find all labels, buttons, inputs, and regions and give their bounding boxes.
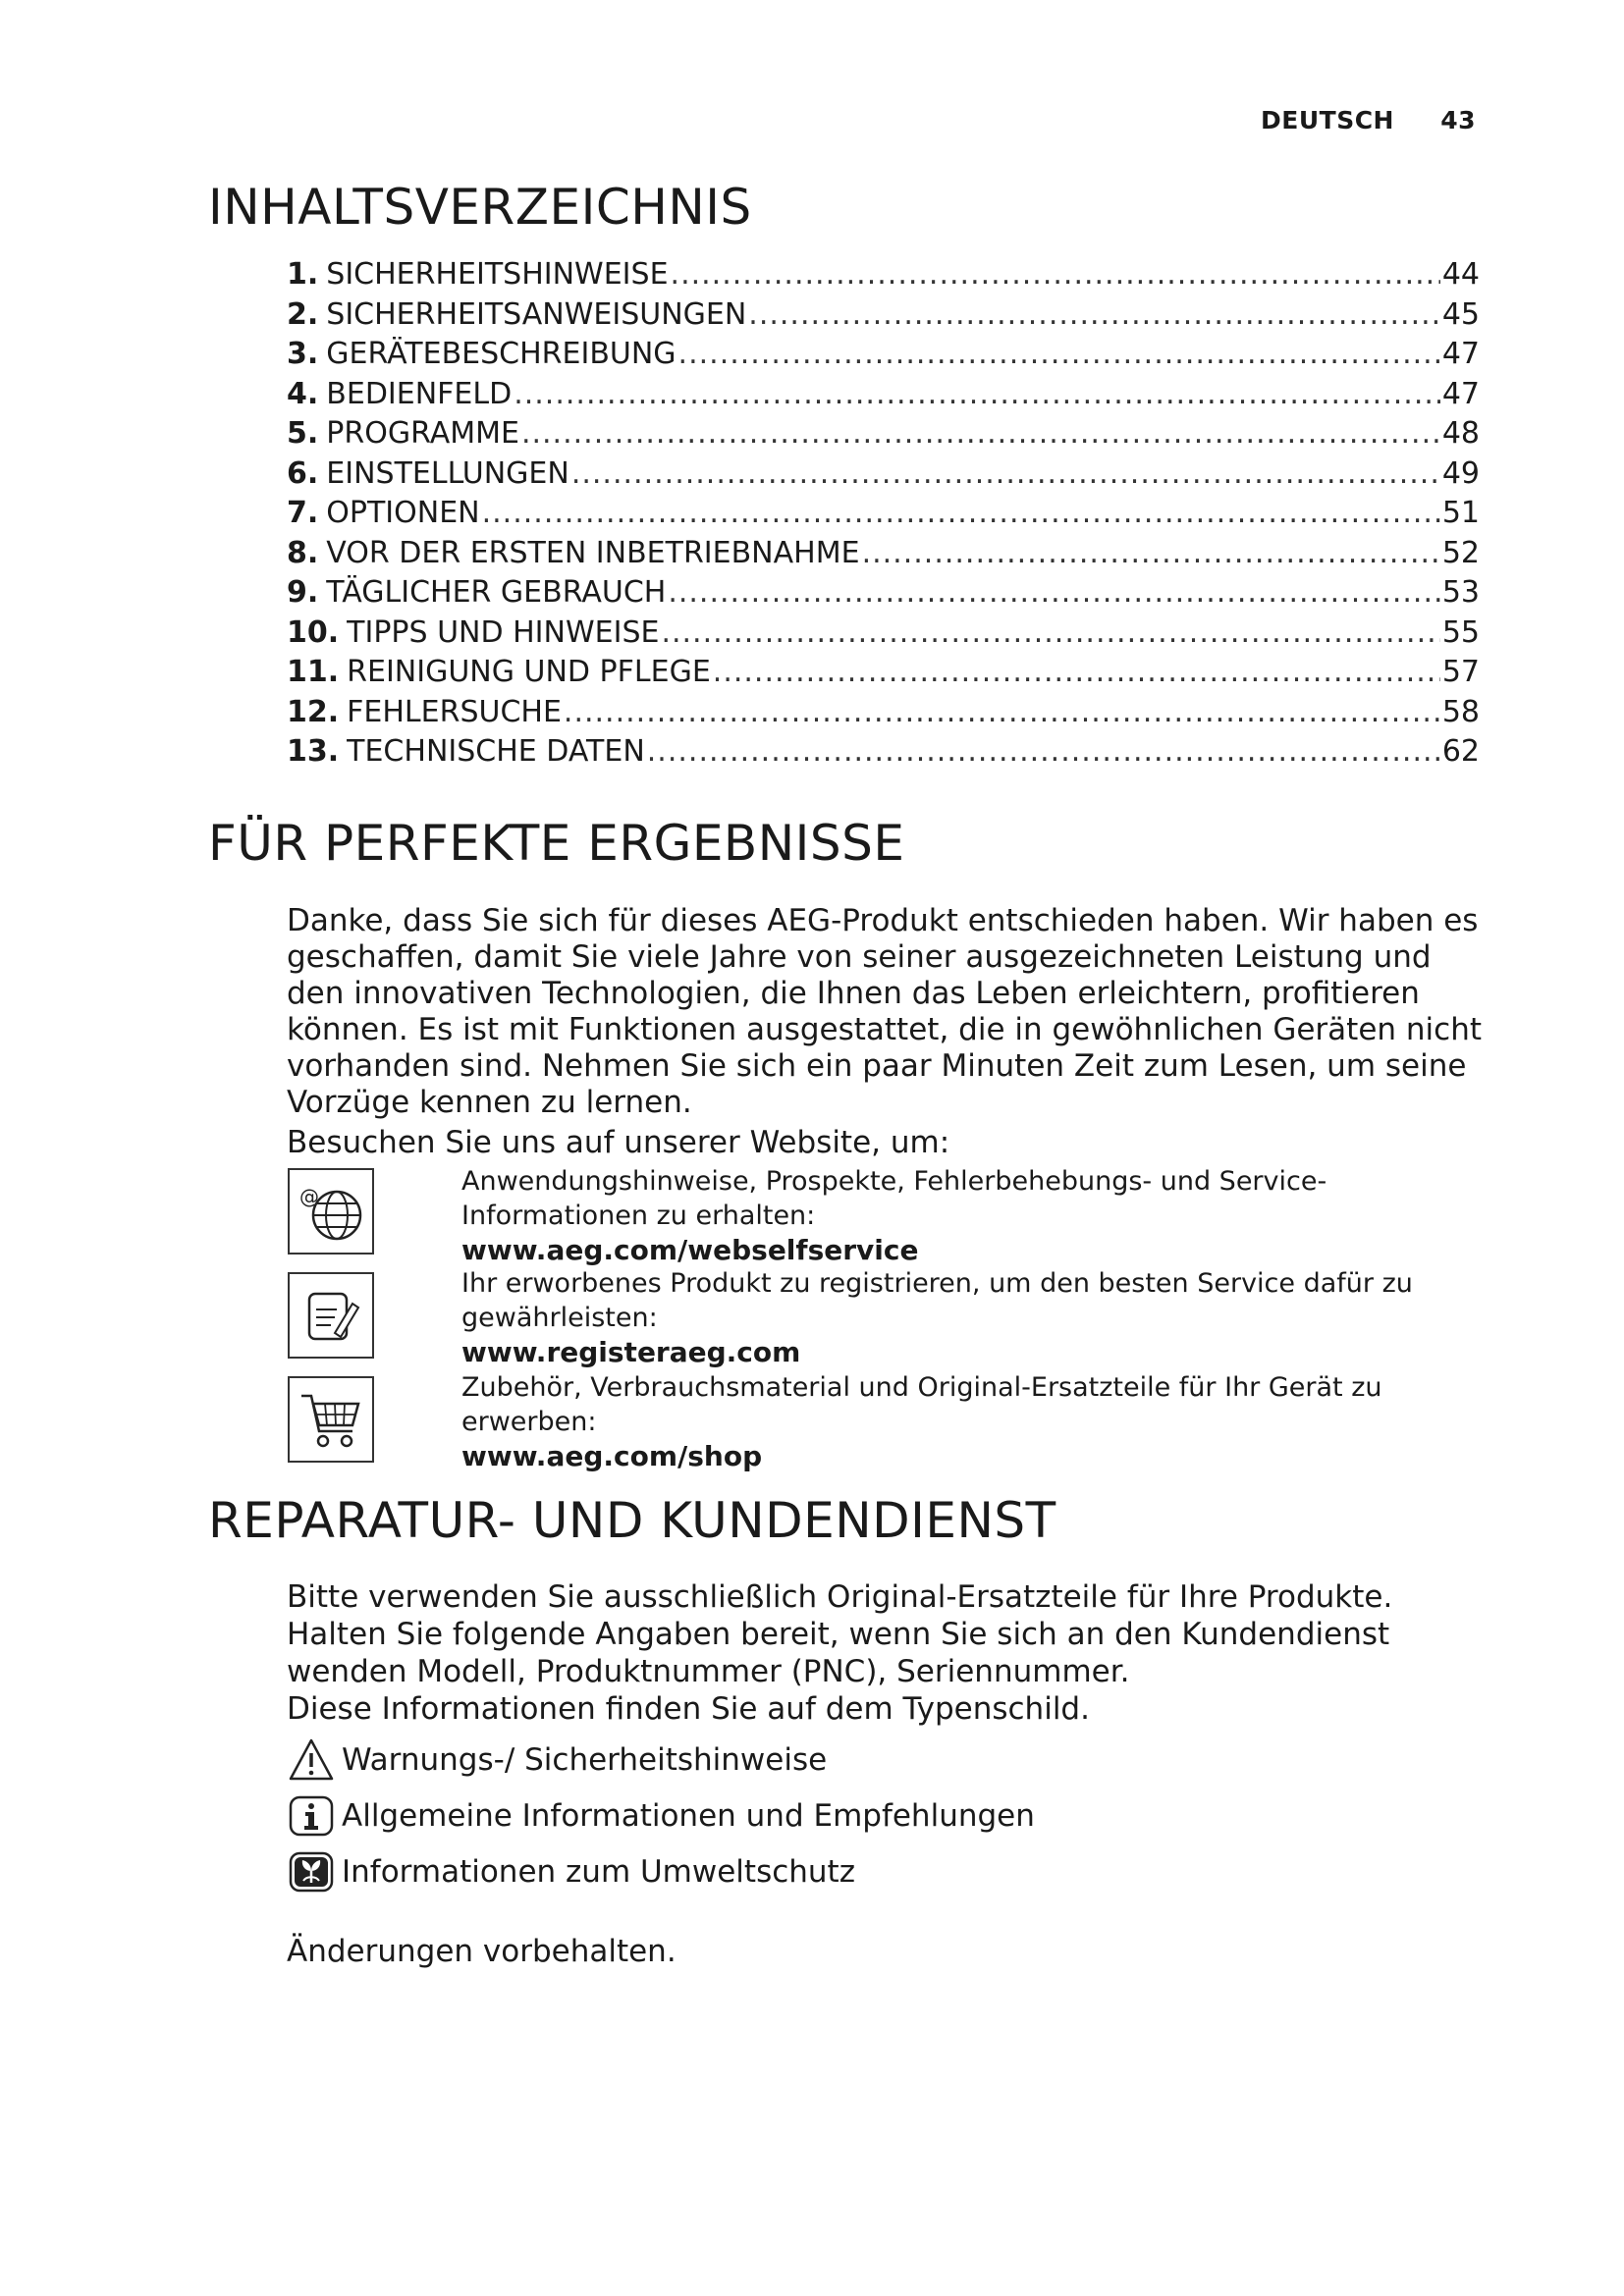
repair-line: Diese Informationen finden Sie auf dem Typenschild. xyxy=(287,1691,1090,1727)
toc-entry-number: 12. xyxy=(287,694,340,729)
toc-entry-title: SICHERHEITSHINWEISE xyxy=(326,257,669,292)
table-of-contents xyxy=(287,257,1480,774)
environment-icon xyxy=(287,1847,336,1896)
service-description: Anwendungshinweise, Prospekte, Fehlerbehebungs- und Service-Informationen zu erhalten: xyxy=(461,1166,1327,1231)
register-link[interactable]: www.registeraeg.com xyxy=(461,1336,801,1368)
toc-entry[interactable] xyxy=(287,695,1480,735)
service-item xyxy=(461,1266,1492,1369)
toc-leader-dots xyxy=(521,416,1440,451)
repair-line: Bitte verwenden Sie ausschließlich Original-Ersatzteile für Ihre Produkte. xyxy=(287,1579,1393,1615)
toc-leader-dots xyxy=(571,456,1440,491)
toc-entry-number: 4. xyxy=(287,376,319,411)
shop-link[interactable]: www.aeg.com/shop xyxy=(461,1440,763,1472)
service-description: Zubehör, Verbrauchsmaterial und Original-Ersatzteile für Ihr Gerät zu erwerben: xyxy=(461,1372,1382,1437)
toc-entry-title: TECHNISCHE DATEN xyxy=(347,734,645,769)
toc-leader-dots xyxy=(671,257,1440,292)
toc-entry-page: 45 xyxy=(1441,296,1480,332)
toc-entry[interactable] xyxy=(287,337,1480,377)
toc-leader-dots xyxy=(748,297,1440,332)
intro-paragraph: Danke, dass Sie sich für dieses AEG-Produkt entschieden haben. Wir haben es geschaffen, damit Sie viele Jahre von seiner ausgezeichneten Leistung und den innovativen Technologien, die Ihnen das Leben erleichtern, profitieren können. Es ist mit Funktionen ausgestattet, die in gewöhnlichen Geräten nicht vorhanden sind. Nehmen Sie sich ein paar Minuten Zeit zum Lesen, um seine Vorzüge kennen zu lernen. xyxy=(287,903,1483,1120)
toc-entry[interactable] xyxy=(287,257,1480,297)
toc-entry-number: 10. xyxy=(287,614,340,650)
toc-leader-dots xyxy=(668,575,1439,610)
toc-entry-page: 47 xyxy=(1441,376,1480,411)
toc-entry-number: 2. xyxy=(287,296,319,332)
service-item xyxy=(461,1164,1492,1267)
toc-entry-page: 53 xyxy=(1441,575,1480,610)
toc-entry[interactable] xyxy=(287,297,1480,338)
toc-leader-dots xyxy=(661,615,1439,650)
toc-entry-title: EINSTELLUNGEN xyxy=(326,455,569,491)
legend-item xyxy=(287,1847,855,1896)
toc-entry-title: REINIGUNG UND PFLEGE xyxy=(347,655,711,689)
toc-leader-dots xyxy=(514,377,1440,411)
legend-item xyxy=(287,1735,827,1785)
register-icon xyxy=(288,1272,374,1359)
toc-entry-page: 57 xyxy=(1441,655,1480,689)
toc-entry-page: 55 xyxy=(1441,614,1480,650)
toc-entry-number: 7. xyxy=(287,496,319,530)
toc-entry[interactable] xyxy=(287,655,1480,695)
toc-entry[interactable] xyxy=(287,615,1480,656)
toc-entry-number: 3. xyxy=(287,337,319,371)
info-icon xyxy=(287,1791,336,1841)
legend-item xyxy=(287,1791,1035,1841)
toc-entry[interactable] xyxy=(287,496,1480,536)
toc-entry-title: TIPPS UND HINWEISE xyxy=(347,614,660,650)
toc-entry-number: 13. xyxy=(287,734,340,769)
toc-entry-number: 1. xyxy=(287,257,319,292)
toc-entry-title: SICHERHEITSANWEISUNGEN xyxy=(326,296,747,332)
toc-entry-page: 48 xyxy=(1441,416,1480,451)
legend-text: Warnungs-/ Sicherheitshinweise xyxy=(342,1742,828,1778)
globe-icon xyxy=(288,1168,374,1255)
toc-entry-title: TÄGLICHER GEBRAUCH xyxy=(326,575,667,610)
toc-entry-number: 6. xyxy=(287,455,319,491)
toc-entry[interactable] xyxy=(287,536,1480,576)
toc-entry-page: 51 xyxy=(1441,496,1480,530)
toc-entry-number: 9. xyxy=(287,575,319,610)
toc-entry-page: 58 xyxy=(1441,694,1480,729)
toc-entry-page: 44 xyxy=(1441,257,1480,292)
repair-text xyxy=(287,1578,1514,1728)
toc-entry[interactable] xyxy=(287,734,1480,774)
legend-text: Informationen zum Umweltschutz xyxy=(342,1854,855,1890)
toc-entry-title: PROGRAMME xyxy=(326,416,519,451)
toc-entry[interactable] xyxy=(287,456,1480,497)
toc-entry[interactable] xyxy=(287,377,1480,417)
toc-entry-page: 62 xyxy=(1441,734,1480,769)
toc-entry-page: 49 xyxy=(1441,455,1480,491)
page-number: 43 xyxy=(1440,106,1476,134)
shopping-cart-icon xyxy=(288,1376,374,1463)
toc-leader-dots xyxy=(482,496,1440,530)
toc-entry-title: BEDIENFELD xyxy=(326,376,513,411)
toc-entry-number: 5. xyxy=(287,416,319,451)
subject-to-change-note: Änderungen vorbehalten. xyxy=(287,1934,677,1969)
toc-leader-dots xyxy=(647,734,1440,769)
svg-text:@: @ xyxy=(299,1185,319,1208)
page-header xyxy=(1261,106,1476,134)
toc-entry-title: OPTIONEN xyxy=(326,496,480,530)
perfect-results-heading: FÜR PERFEKTE ERGEBNISSE xyxy=(208,815,905,872)
toc-entry-number: 8. xyxy=(287,535,319,570)
toc-entry[interactable] xyxy=(287,416,1480,456)
toc-leader-dots xyxy=(862,536,1440,570)
toc-entry-title: VOR DER ERSTEN INBETRIEBNAHME xyxy=(326,535,860,570)
toc-entry-page: 52 xyxy=(1441,535,1480,570)
toc-entry[interactable] xyxy=(287,575,1480,615)
visit-website-text: Besuchen Sie uns auf unserer Website, um: xyxy=(287,1125,950,1160)
toc-entry-page: 47 xyxy=(1441,337,1480,371)
service-item xyxy=(461,1370,1492,1473)
warning-icon xyxy=(287,1735,336,1785)
webselfservice-link[interactable]: www.aeg.com/webselfservice xyxy=(461,1234,919,1266)
toc-entry-title: GERÄTEBESCHREIBUNG xyxy=(326,337,677,371)
toc-entry-title: FEHLERSUCHE xyxy=(347,694,562,729)
repair-line: Halten Sie folgende Angaben bereit, wenn Sie sich an den Kundendienst wenden Modell, Produktnummer (PNC), Seriennummer. xyxy=(287,1617,1390,1689)
toc-leader-dots xyxy=(564,695,1440,729)
language-label: DEUTSCH xyxy=(1261,106,1394,134)
toc-leader-dots xyxy=(713,655,1440,689)
toc-heading: INHALTSVERZEICHNIS xyxy=(208,179,752,236)
legend-text: Allgemeine Informationen und Empfehlungen xyxy=(342,1798,1035,1834)
toc-leader-dots xyxy=(678,337,1440,371)
toc-entry-number: 11. xyxy=(287,655,340,689)
repair-service-heading: REPARATUR- UND KUNDENDIENST xyxy=(208,1492,1056,1549)
service-description: Ihr erworbenes Produkt zu registrieren, um den besten Service dafür zu gewährleisten: xyxy=(461,1268,1413,1333)
